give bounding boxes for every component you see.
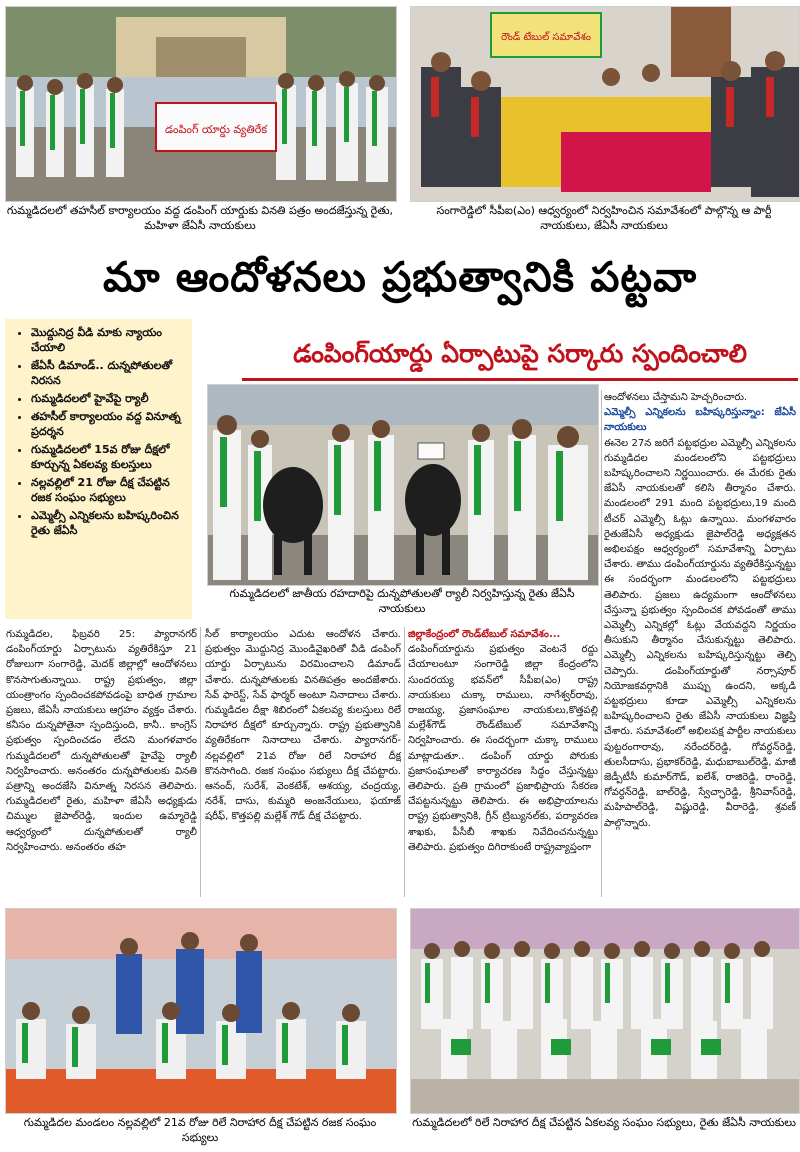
article-text: డంపింగ్‌యార్డును ప్రభుత్వం వెంటనే రద్దు చేయాలంటూ సంగారెడ్డి జిల్లా కేంద్రంలోని సుందరయ్య భవన్‌లో సీపీఐ(ఎం) రాష్ట్ర నాయకులు చుక్కా రాములు, నాగేశ్వర్‌రావు, రాజయ్య, ప్రజాసంఘాల నాయకులు,కొత్తపల్లి మల్లేశ్‌గౌడ్ రౌండ్‌టేబుల్ సమావేశాన్ని నిర్వహించారు. ఈ సందర్భంగా చుక్కా రాములు మాట్లాడుతూ.. డంపింగ్ యార్డు పోరుకు ప్రజాసంఘాలతో కార్యాచరణ సిద్ధం చేస్తున్నట్టు తెలిపారు. ప్రతి గ్రామంలో ప్రజాభిప్రాయ సేకరణ చేపట్టనున్నట్టు తెలిపారు. ఈ అభిప్రాయాలను రాష్ట్ర ప్రభుత్వానికి, గ్రీన్ ట్రిబ్యునల్‌కు, పర్యావరణ శాఖకు, పీసీబీ శాఖకు నివేదించనున్నట్టు తెలిపారు. ప్రభుత్వం దిగిరాకుంటే రాష్ట్రవ్యాప్తంగా (408, 644, 598, 853)
article-text: ఆందోళనలు చేస్తామని హెచ్చరించారు. (604, 392, 748, 403)
highlights-box (5, 319, 192, 619)
highlight-item: • తహసీల్ కార్యాలయం వద్ద వినూత్న ప్రదర్శన (31, 409, 186, 439)
caption-bottom-right: గుమ్మడిదలలో రిలే నిరాహార దీక్ష చేపట్టిన ఏకలవ్య సంఘం సభ్యులు, రైతు జేఏసీ నాయకులు (412, 1116, 796, 1129)
highlight-item: • ఎమ్మెల్సీ ఎన్నికలను బహిష్కరించిన రైతు జేఏసీ (31, 508, 186, 538)
caption-bottom-left: గుమ్మడిదల మండలం నల్లవల్లిలో 21వ రోజు రిలే నిరాహార దీక్ష చేపట్టిన రజక సంఘం సభ్యులు (23, 1116, 377, 1144)
article-text: గుమ్మడిదల, ఫిబ్రవరి 25: ప్యారానగర్ డంపింగ్‌యార్డు ఏర్పాటును వ్యతిరేకిస్తూ 21 రోజులుగా సంగారెడ్డి, మెదక్ జిల్లాల్లో ఆందోళనలు కొనసాగుతున్నాయి. రాష్ట్ర ప్రభుత్వం, జిల్లా యంత్రాంగం స్పందించకపోవడంపై బాధిత గ్రామాల ప్రజలు, జేఏసీ నాయకులు ఆగ్రహం వ్యక్తం చేశారు. కనీసం దున్నపోతైనా స్పందిస్తుంది, కానీ.. కాంగ్రెస్ ప్రభుత్వం స్పందించడం లేదని మంగళవారం గుమ్మడిదలలో దున్నపోతులతో హైవేపై ర్యాలీ నిర్వహించారు. అనంతరం దున్నపోతులకు వినతి పత్రాన్ని అందజేసి వినూత్న నిరసన తెలిపారు. గుమ్మడిదలలో రైతు, మహిళా జేఏసీ అధ్యక్షుడు చిమ్ముల జైపాల్‌రెడ్డి, ఇందుల ఉమ్మారెడ్డి ఆధ్వర్యంలో దున్నపోతులతో ర్యాలీ నిర్వహించారు. అనంతరం తహ (6, 629, 197, 853)
photo-ekalavya-hunger-strike (410, 908, 800, 1114)
article-text: ఈనెల 27న జరిగే పట్టభద్రుల ఎమ్మెల్సీ ఎన్నికలను గుమ్మడిదల మండలంలోని పట్టభద్రులు బహిష్కరించాలని నిర్ణయించారు. ఈ మేరకు రైతు జేఏసీ నాయకులతో కలిసి తీర్మానం చేశారు. మండలంలో 291 మంది పట్టభద్రులు,19 మంది టీచర్ ఎమ్మెల్సీ ఓట్లు ఉన్నాయి. మంగళవారం రైతుజేఏసీ అధ్యక్షుడు జైపాల్‌రెడ్డి అధ్యక్షతన అభిలపక్షం ఆధ్వర్యంలో సమావేశాన్ని ఏర్పాటు చేశారు. తాము డంపింగ్‌యార్డును వ్యతిరేకిస్తున్నట్టు ఈ సందర్భంగా మండలంలోని పట్టభద్రులు తెలిపారు. ప్రజలు ఉద్యమంగా ఆందోళనలు చేస్తున్నా ప్రభుత్వం స్పందించక పోవడంతో తాము ఎమ్మెల్సీ ఎన్నికల్లో ఓట్లు వేయవద్దని నిర్ణయం తీసుకుని తీర్మానం చేసుకున్నట్టు తెలిపారు. ఎమ్మెల్సీ ఎన్నికలను బహిష్కరిస్తున్నట్టు తెల్పి చెప్పారు. డంపింగ్‌యార్డుతో నర్సాపూర్ నియోజకవర్గానికి ముప్పు ఉందని, అక్కడి పట్టభద్రులు కూడా ఎమ్మెల్సీ ఎన్నికలను బహిష్కరించాలని రైతు జేఏసీ నాయకులు విజ్ఞప్తి చేశారు. సమావేశంలో అభిలపక్ష పార్టీల నాయకులు పుట్టరంగారావు, నరేందర్‌రెడ్డి, గోవర్ధన్‌రెడ్డి, తులసీదాసు, ప్రభాకర్‌రెడ్డి, మధుబాబుల్‌రెడ్డి, మాజీ జెడ్పీటీసీ కుమార్‌గౌడ్, ఐలేశ్, రాజిరెడ్డి, రాంరెడ్డి, గోవర్ధన్‌రెడ్డి, బాల్‌రెడ్డి, స్వేచ్ఛారెడ్డి, శ్రీనివాస్‌రెడ్డి, మహిపాల్‌రెడ్డి, విష్ణురెడ్డి, వీరారెడ్డి, శ్రవణ్ పాల్గొన్నారు. (604, 437, 796, 829)
highlight-item: • నల్లవల్లిలో 21 రోజు దీక్ష చేపట్టిన రజక సంఘం సభ్యులు (31, 475, 186, 505)
photo-tahsil-office-protest (5, 6, 397, 202)
sub-headline-underline (242, 378, 798, 381)
photo-round-table-meeting (410, 6, 800, 202)
highlight-item: • మొద్దునిద్ర వీడి మాకు న్యాయం చేయాలి (31, 325, 186, 355)
caption-middle: గుమ్మడిదలలో జాతీయ రహదారిపై దున్నపోతులతో ర్యాలీ నిర్వహిస్తున్న రైతు జేఏసీ నాయకులు (229, 587, 575, 615)
banner-text: డంపింగ్ యార్డు వ్యతిరేక (165, 123, 267, 136)
column-divider (404, 627, 405, 897)
article-column-1 (6, 627, 197, 899)
section-heading-mlc-boycott: ఎమ్మెల్సీ ఎన్నికలను బహిష్కరిస్తున్నాం: జేఏసీ నాయకులు (604, 407, 796, 434)
highlight-item: • గుమ్మడిదలలో హైవేపై ర్యాలీ (31, 391, 186, 406)
main-headline: మా ఆందోళనలు ప్రభుత్వానికి పట్టవా (102, 253, 698, 301)
section-heading-round-table: జిల్లాకేంద్రంలో రౌండ్‌టేబుల్ సమావేశం... (408, 629, 561, 640)
caption-top-right: సంగారెడ్డిలో సీపీఐ(ఎం) ఆధ్వర్యంలో నిర్వహించిన సమావేశంలో పాల్గొన్న ఆ పార్టీ నాయకులు, జేఏసీ నాయకులు (436, 204, 772, 232)
highlight-item: • జేఏసీ డిమాండ్.. దున్నపోతులతో నిరసన (31, 358, 186, 388)
highlight-item: • గుమ్మడిదలలో 15వ రోజు దీక్షలో కూర్చున్న ఏకలవ్య కులస్తులు (31, 442, 186, 472)
stage-banner-text: రౌండ్ టేబుల్ సమావేశం (501, 32, 591, 43)
caption-top-left: గుమ్మడిదలలో తహసీల్ కార్యాలయం వద్ద డంపింగ్ యార్డుకు వినతి పత్రం అందజేస్తున్న రైతు, మహిళా జేఏసీ నాయకులు (6, 204, 394, 232)
article-text: సీల్ కార్యాలయం ఎదుట ఆందోళన చేశారు. ప్రభుత్వం మొద్దునిద్ర మొండివైఖరితో వీడి డంపింగ్ యార్డు ఏర్పాటును విరమించాలని డిమాండ్ చేశారు. దున్నపోతులకు వినతిపత్రం అందజేశారు. సేవ్ ఫారెస్ట్, సేవ్ ఫార్మర్ అంటూ నినాదాలు చేశారు. గుమ్మడిదల దీక్షా శిబిరంలో ఏకలవ్య కులస్తులు రిలే నిరాహార దీక్షలో కూర్చున్నారు. రాష్ట్ర ప్రభుత్వానికి వ్యతిరేకంగా నినాదాలు చేశారు. ప్యారానగర్-నల్లవల్లిలో 21వ రోజు రిలే నిరాహార దీక్ష కొనసాగింది. రజక సంఘం సభ్యులు దీక్ష చేపట్టారు. ఆనంద్, సురేశ్, వెంకటేశ్, ఆశయ్య, చంద్రయ్య, నరేశ్, దాసు, కుమ్మరి అంజనేయులు, ఫయాజ్ షరీఫ్, కొత్తపల్లి మల్లేశ్ గౌడ్ దీక్ష చేపట్టారు. (205, 629, 401, 823)
column-divider (601, 390, 602, 897)
article-column-3 (408, 627, 598, 899)
photo-rajaka-hunger-strike (5, 908, 397, 1114)
article-column-2 (205, 627, 401, 899)
sub-headline: డంపింగ్‌యార్డు ఏర్పాటుపై సర్కారు స్పందించాలి (293, 339, 747, 368)
photo-buffalo-rally (207, 384, 599, 586)
article-column-4 (604, 390, 796, 898)
column-divider (200, 627, 201, 897)
